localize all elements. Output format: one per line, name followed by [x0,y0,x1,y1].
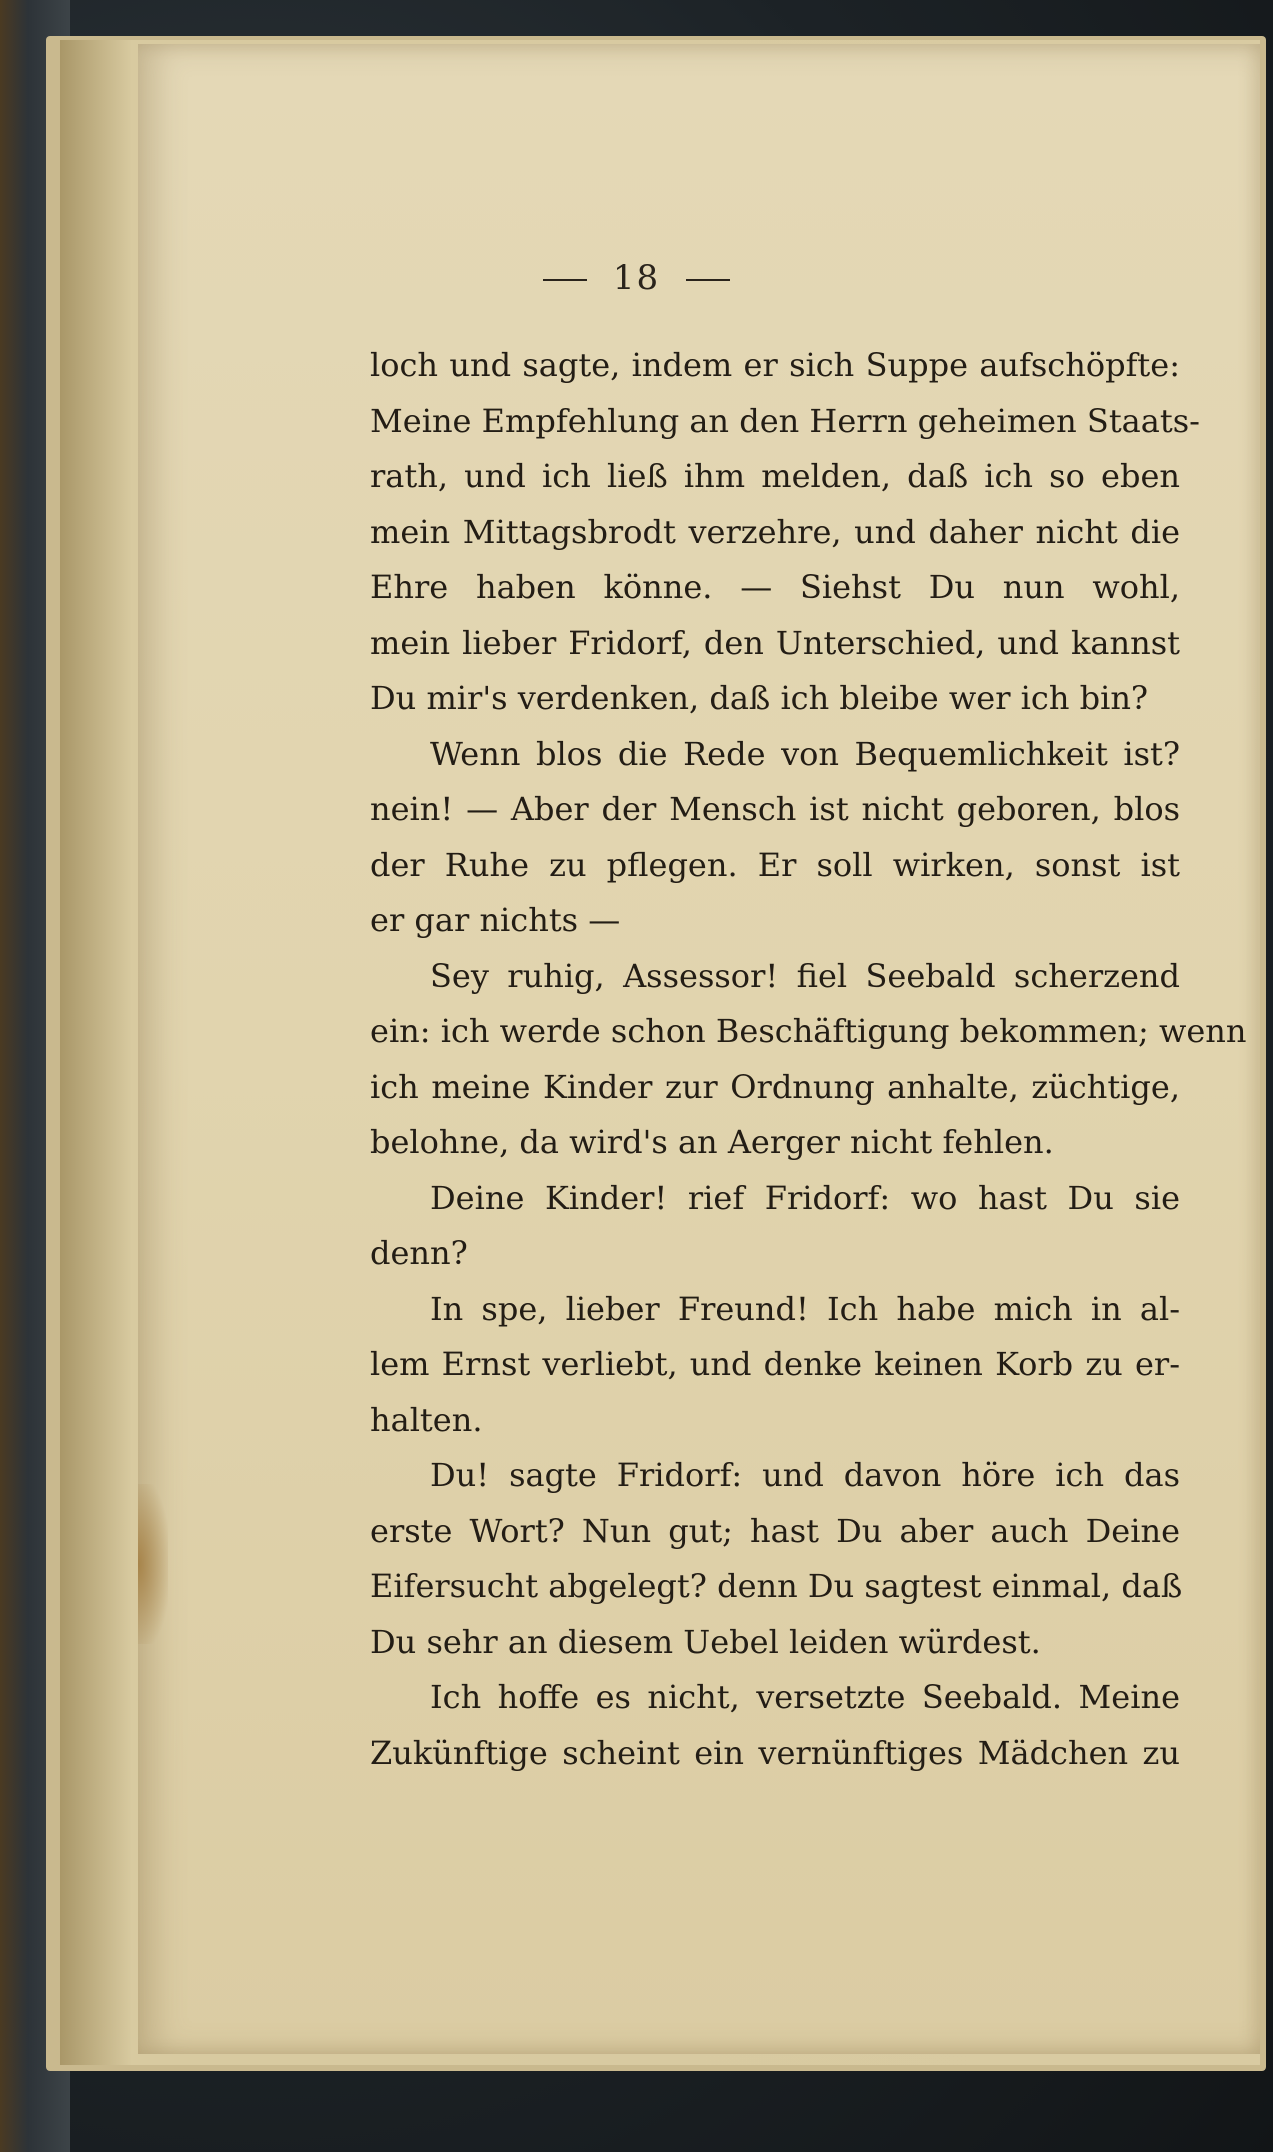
text-line: erste Wort? Nun gut; hast Du aber auch Deine [370,1511,1180,1550]
text-line: Zukünftige scheint ein vernünftiges Mädchen zu [370,1733,1180,1772]
text-line: In spe, lieber Freund! Ich habe mich in al- [430,1289,1180,1328]
text-line: ein: ich werde schon Beschäftigung bekommen; wenn [370,1012,1247,1050]
page-number-value: 18 [612,258,661,298]
text-line: rath, und ich ließ ihm melden, daß ich so eben [370,457,1180,495]
text-line: Ich hoffe es nicht, versetzte Seebald. Meine [430,1678,1180,1716]
text-line: er gar nichts — [370,901,621,939]
text-line: Deine Kinder! rief Fridorf: wo hast Du sie [430,1178,1180,1217]
text-line: Meine Empfehlung an den Herrn geheimen Staats- [370,401,1200,440]
text-line: mein Mittagsbrodt verzehre, und daher nicht die [370,512,1180,551]
text-line: Du sehr an diesem Uebel leiden würdest. [370,1622,1041,1661]
text-line: denn? [370,1234,468,1272]
text-line: halten. [370,1400,483,1439]
text-line: Wenn blos die Rede von Bequemlichkeit ist? [430,734,1180,773]
page-body-text [370,338,1247,1781]
text-line: Du mir's verdenken, daß ich bleibe wer ich bin? [370,679,1149,717]
text-line: Du! sagte Fridorf: und davon höre ich das [430,1456,1180,1494]
page-stain [138,1484,168,1644]
text-line: der Ruhe zu pflegen. Er soll wirken, sonst ist [370,845,1180,884]
text-line: Ehre haben könne. — Siehst Du nun wohl, [370,568,1180,606]
page-number-dash-left [543,279,587,281]
text-line: ich meine Kinder zur Ordnung anhalte, züchtige, [370,1067,1180,1106]
text-line: loch und sagte, indem er sich Suppe aufschöpfte: [370,346,1180,384]
text-line: Eifersucht abgelegt? denn Du sagtest einmal, daß [370,1567,1183,1605]
text-line: belohne, da wird's an Aerger nicht fehlen. [370,1123,1054,1161]
text-line: lem Ernst verliebt, und denke keinen Korb zu er- [370,1345,1180,1383]
text-line: nein! — Aber der Mensch ist nicht geboren, blos [370,790,1180,828]
page-number-dash-right [686,279,730,281]
text-line: Sey ruhig, Assessor! fiel Seebald scherzend [430,956,1180,995]
page-number [0,258,1273,298]
text-line: mein lieber Fridorf, den Unterschied, und kannst [370,623,1180,662]
